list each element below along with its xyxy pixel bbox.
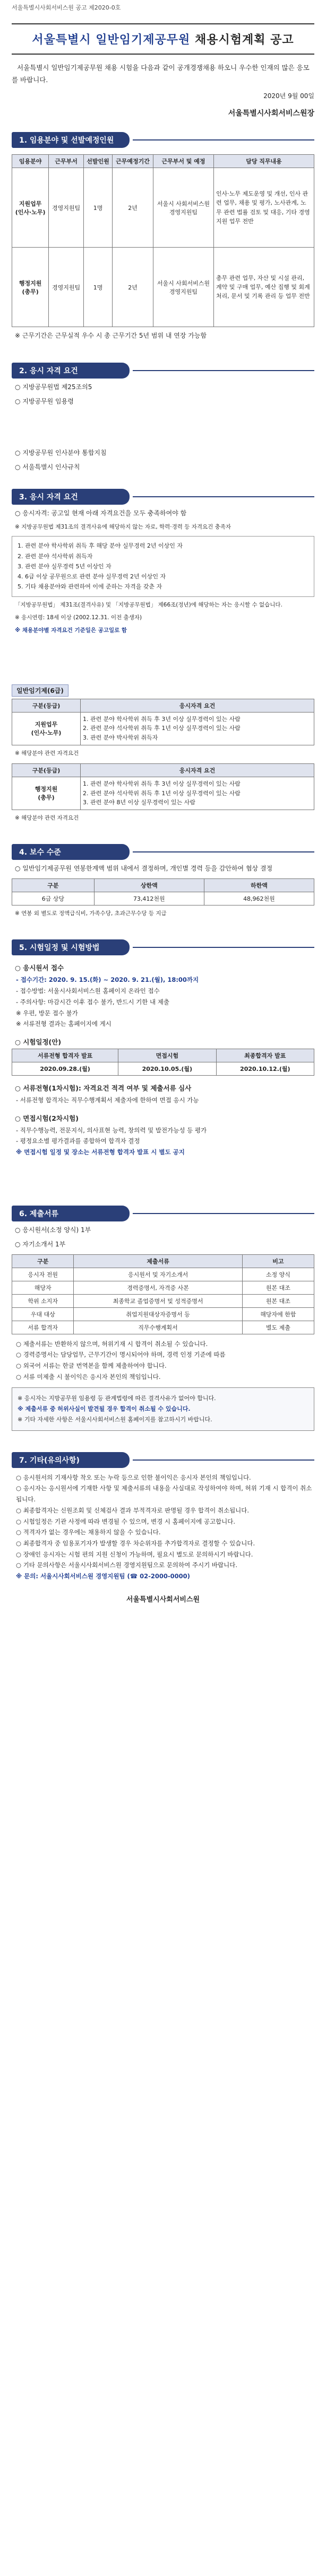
notice-item: ○ 장애인 응시자는 시험 편의 지원 신청이 가능하며, 필요시 별도로 문의하시기 바랍니다.: [16, 1550, 253, 1558]
schedule-table: [12, 1049, 314, 1076]
schedule-subhead: ○ 면접시험(2차시험): [15, 1114, 79, 1122]
doc-note: ○ 제출서류는 반환하지 않으며, 허위기재 시 합격이 취소될 수 있습니다.: [16, 1340, 208, 1348]
notice-item: ○ 기타 문의사항은 서울시사회서비스원 경영지원팀으로 문의하여 주시기 바랍니다.: [16, 1561, 237, 1569]
qualification-line: ○ 응시자격: 공고일 현재 아래 자격요건을 모두 충족하여야 함: [15, 509, 187, 517]
notice-item: ○ 시험일정은 기관 사정에 따라 변경될 수 있으며, 변경 시 홈페이지에 공고합니다.: [16, 1517, 236, 1525]
schedule-subhead: ○ 시험일정(안): [15, 1038, 62, 1046]
cell-count: 1명: [83, 248, 112, 327]
th-place: 근무부서 및 예정: [153, 155, 213, 168]
th-duty: 담당 직무내용: [214, 155, 314, 168]
schedule-subhead: ○ 응시원서 접수: [15, 964, 64, 972]
emphasis-text: ※ 채용분야별 자격요건 기준일은 공고일로 함: [15, 627, 127, 634]
grade-table-b: [12, 763, 314, 810]
th-doc-result: 서류전형 합격자 발표: [12, 1049, 118, 1062]
qualification-item: 3. 관련 분야 실무경력 5년 이상인 자: [18, 562, 111, 570]
application-list: [12, 974, 314, 1029]
cell-requirement: 1. 관련 분야 학사학위 취득 후 3년 이상 실무경력이 있는 사람 2. 관련 분야 석사학위 취득 후 1년 이상 실무경력이 있는 사람 3. 관련 분야 박사학위 취득자: [81, 712, 314, 745]
table-row: [12, 777, 314, 810]
section-1-title: 1. 임용분야 및 선발예정인원: [12, 132, 130, 148]
cell-target: 해당자: [12, 1281, 74, 1294]
title-rest: 채용시험계획 공고: [190, 33, 294, 47]
table-row: [12, 1307, 314, 1321]
table-row: [12, 1062, 314, 1075]
cell-field: 지원업무 (인사·노무): [12, 168, 49, 248]
cell-place: 서울시 사회서비스원 경영지원팀: [153, 248, 213, 327]
cell-documents: 직무수행계획서: [74, 1321, 242, 1334]
qualification-box: [12, 536, 314, 596]
th-period: 근무예정기간: [113, 155, 153, 168]
doc-warning: ※ 제출서류 중 허위사실이 발견될 경우 합격이 취소될 수 있습니다.: [18, 1405, 191, 1413]
table-row: [12, 892, 314, 905]
cell-remark: 해당자에 한함: [242, 1307, 314, 1321]
table-row: [12, 1294, 314, 1307]
footer-signer: 서울특별시사회서비스원: [126, 1595, 200, 1604]
th-lower: 하한액: [204, 879, 314, 892]
cell-remark: 원본 대조: [242, 1281, 314, 1294]
cell-duty: 인사·노무 제도운영 및 개선, 인사 관련 업무, 채용 및 평가, 노사관계, 노무 관련 법률 검토 및 대응, 기타 경영지원 업무 전반: [214, 168, 314, 248]
table-row: [12, 168, 314, 248]
recruitment-table: [12, 154, 314, 327]
doc-note: ○ 외국어 서류는 한글 번역본을 함께 제출하여야 합니다.: [16, 1362, 167, 1369]
th-type: 구분: [12, 879, 95, 892]
table-row: [12, 1281, 314, 1294]
application-note: ※ 서류전형 결과는 홈페이지에 게시: [16, 1020, 111, 1028]
table-row: [12, 1268, 314, 1281]
schedule-subhead: ○ 서류전형(1차시험): 자격요건 적격 여부 및 제출서류 심사: [15, 1084, 192, 1092]
cell-period: 2년: [113, 248, 153, 327]
cell-dept: 경영지원팀: [49, 248, 84, 327]
cell-remark: 소정 양식: [242, 1268, 314, 1281]
interview-note: ※ 면접시험 일정 및 장소는 서류전형 합격자 발표 시 별도 공지: [16, 1148, 185, 1156]
grade-table: [12, 699, 314, 745]
interview-note: - 직무수행능력, 전문지식, 의사표현 능력, 창의력 및 발전가능성 등 평가: [16, 1126, 207, 1134]
section-4-header: [12, 844, 314, 860]
notice-item: ○ 최종합격자는 신원조회 및 신체검사 결과 부적격자로 판명될 경우 합격이 취소됩니다.: [16, 1506, 250, 1514]
notice-item: ○ 응시자는 응시원서에 기재한 사항 및 제출서류의 내용을 사실대로 작성하여야 하며, 허위 기재 시 합격이 취소됩니다.: [16, 1484, 312, 1504]
cell-interview: 2020.10.05.(월): [118, 1062, 216, 1075]
doc-warning: ※ 응시자는 지방공무원 임용령 등 관계법령에 따른 결격사유가 없어야 합니다.: [18, 1395, 216, 1402]
salary-table: [12, 878, 314, 905]
th-final: 최종합격자 발표: [216, 1049, 314, 1062]
th-count: 선발인원: [83, 155, 112, 168]
table-row: [12, 248, 314, 327]
section-6-title: 6. 제출서류: [12, 1206, 130, 1221]
cell-period: 2년: [113, 168, 153, 248]
th-dept: 근무부서: [49, 155, 84, 168]
doc-warning: ※ 기타 자세한 사항은 서울시사회서비스원 홈페이지를 참고하시기 바랍니다.: [18, 1416, 212, 1423]
salary-intro: ○ 일반임기제공무원 연봉한계액 범위 내에서 결정하며, 개인별 경력 등을 감안하여 협상 결정: [15, 865, 273, 873]
title-accent: 서울특별시 일반임기제공무원: [32, 33, 191, 47]
interview-note: - 평정요소별 평가결과를 종합하여 합격자 결정: [16, 1137, 140, 1145]
section-3-header: [12, 489, 314, 505]
warning-text: 「지방공무원법」 제31조(결격사유) 및 「지방공무원법」 제66조(정년)에 해당하는 자는 응시할 수 없습니다.: [15, 601, 282, 608]
salary-note: ※ 연봉 외 별도로 정액급식비, 가족수당, 초과근무수당 등 지급: [15, 910, 167, 917]
section-5-title: 5. 시험일정 및 시험방법: [12, 939, 130, 955]
section-2-title: 2. 응시 자격 요건: [12, 363, 130, 379]
cell-upper: 73,412천원: [94, 892, 204, 905]
application-period: - 접수기간: 2020. 9. 15.(화) ~ 2020. 9. 21.(월), 18:00까지: [16, 976, 199, 984]
application-note: ※ 우편, 방문 접수 불가: [16, 1009, 78, 1017]
th-requirement: 응시자격 요건: [81, 763, 314, 777]
page-title: [12, 23, 314, 55]
notice-item: ○ 적격자가 없는 경우에는 채용하지 않을 수 있습니다.: [16, 1528, 161, 1536]
table-row: [12, 712, 314, 745]
cell-remark: 원본 대조: [242, 1294, 314, 1307]
cell-requirement: 1. 관련 분야 학사학위 취득 후 3년 이상 실무경력이 있는 사람 2. 관련 분야 석사학위 취득 후 1년 이상 실무경력이 있는 사람 3. 관련 분야 8년 이상 실무경력이 있는 사람: [81, 777, 314, 810]
cell-target: 학위 소지자: [12, 1294, 74, 1307]
cell-count: 1명: [83, 168, 112, 248]
contact-info: ※ 문의: 서울시사회서비스원 경영지원팀 (☎ 02-2000-0000): [16, 1572, 190, 1580]
law-item: ○ 지방공무원 임용령: [15, 398, 74, 405]
th-remark: 비고: [242, 1254, 314, 1268]
th-target: 구분: [12, 1254, 74, 1268]
doc-line: ○ 응시원서(소정 양식) 1부: [15, 1226, 91, 1234]
cell-documents: 응시원서 및 자기소개서: [74, 1268, 242, 1281]
documents-table: [12, 1254, 314, 1334]
doc-warning-box: [12, 1387, 314, 1430]
qualification-line: ※ 지방공무원법 제31조의 결격사유에 해당하지 않는 자로, 학력·경력 등 자격요건 충족자: [15, 524, 231, 530]
grade-note: ※ 해당분야 관련 자격요건: [15, 814, 79, 821]
cell-grade: 행정지원 (총무): [12, 777, 81, 810]
cell-doc-result: 2020.09.28.(월): [12, 1062, 118, 1075]
cell-remark: 별도 제출: [242, 1321, 314, 1334]
notice-item: ○ 최종합격자 중 임용포기자가 발생할 경우 차순위자를 추가합격자로 결정할 수 있습니다.: [16, 1539, 255, 1547]
section-1-header: [12, 132, 314, 148]
grade-note: ※ 해당분야 관련 자격요건: [15, 750, 79, 757]
th-field: 임용분야: [12, 155, 49, 168]
warning-text: ※ 응시연령: 18세 이상 (2002.12.31. 이전 출생자): [15, 614, 142, 621]
cell-lower: 48,962천원: [204, 892, 314, 905]
cell-documents: 취업지원대상자증명서 등: [74, 1307, 242, 1321]
cell-final: 2020.10.12.(월): [216, 1062, 314, 1075]
announcement-date: 2020년 9월 00일: [263, 92, 314, 100]
table-row: [12, 1321, 314, 1334]
cell-target: 우대 대상: [12, 1307, 74, 1321]
cell-target: 서류 합격자: [12, 1321, 74, 1334]
section-3-title: 3. 응시 자격 요건: [12, 489, 130, 505]
qualification-item: 4. 6급 이상 공무원으로 관련 분야 실무경력 2년 이상인 자: [18, 573, 166, 581]
law-item: ○ 지방공무원 인사분야 통합지침: [15, 449, 107, 456]
doc-note: ○ 서류 미제출 시 불이익은 응시자 본인의 책임입니다.: [16, 1373, 161, 1381]
qualification-item: 1. 관련 분야 학사학위 취득 후 해당 분야 실무경력 2년 이상인 자: [18, 542, 183, 550]
signer: 서울특별시사회서비스원장: [228, 109, 314, 118]
section-4-title: 4. 보수 수준: [12, 844, 130, 860]
law-item: ○ 서울특별시 인사규칙: [15, 463, 80, 471]
doc-note: ○ 경력증명서는 담당업무, 근무기간이 명시되어야 하며, 경력 인정 기준에 따름: [16, 1351, 226, 1359]
section-6-header: [12, 1206, 314, 1221]
cell-place: 서울시 사회서비스원 경영지원팀: [153, 168, 213, 248]
law-item: ○ 지방공무원법 제25조의5: [15, 383, 92, 391]
document-number: 서울특별시사회서비스원 공고 제2020-0호: [12, 4, 121, 11]
qualification-item: 2. 관련 분야 석사학위 취득자: [18, 552, 93, 560]
cell-duty: 총무 관련 업무, 자산 및 시설 관리, 계약 및 구매 업무, 예산 집행 및 회계 처리, 문서 및 기록 관리 등 업무 전반: [214, 248, 314, 327]
cell-target: 응시자 전원: [12, 1268, 74, 1281]
section-5-header: [12, 939, 314, 955]
cell-field: 행정지원 (총무): [12, 248, 49, 327]
th-requirement: 응시자격 요건: [81, 699, 314, 712]
section-2-header: [12, 363, 314, 379]
cell-documents: 최종학교 졸업증명서 및 성적증명서: [74, 1294, 242, 1307]
notice-item: ○ 응시원서의 기재사항 착오 또는 누락 등으로 인한 불이익은 응시자 본인의 책임입니다.: [16, 1473, 251, 1481]
th-upper: 상한액: [94, 879, 204, 892]
grade-tag: 일반임기제(6급): [12, 684, 68, 697]
th-grade: 구분(등급): [12, 699, 81, 712]
th-grade: 구분(등급): [12, 763, 81, 777]
application-note: - 주의사항: 마감시간 이후 접수 불가, 반드시 기한 내 제출: [16, 998, 169, 1006]
cell-type: 6급 상당: [12, 892, 95, 905]
th-interview: 면접시험: [118, 1049, 216, 1062]
doc-screen-note: - 서류전형 합격자는 직무수행계획서 제출자에 한하여 면접 응시 가능: [16, 1096, 199, 1104]
section-7-title: 7. 기타(유의사항): [12, 1452, 130, 1468]
cell-documents: 경력증명서, 자격증 사본: [74, 1281, 242, 1294]
doc-line: ○ 자기소개서 1부: [15, 1240, 66, 1248]
cell-grade: 지원업무 (인사·노무): [12, 712, 81, 745]
application-method: - 접수방법: 서울시사회서비스원 홈페이지 온라인 접수: [16, 987, 160, 995]
intro-text: 서울특별시 일반임기제공무원 채용 시험을 다음과 같이 공개경쟁채용 하오니 우수한 인재의 많은 응모를 바랍니다.: [12, 64, 310, 84]
th-documents: 제출서류: [74, 1254, 242, 1268]
qualification-item: 5. 기타 채용분야와 관련하여 이에 준하는 자격을 갖춘 자: [18, 583, 162, 591]
cell-dept: 경영지원팀: [49, 168, 84, 248]
section-7-header: [12, 1452, 314, 1468]
table-note: ※ 근무기간은 근무실적 우수 시 총 근무기간 5년 범위 내 연장 가능함: [15, 332, 207, 339]
